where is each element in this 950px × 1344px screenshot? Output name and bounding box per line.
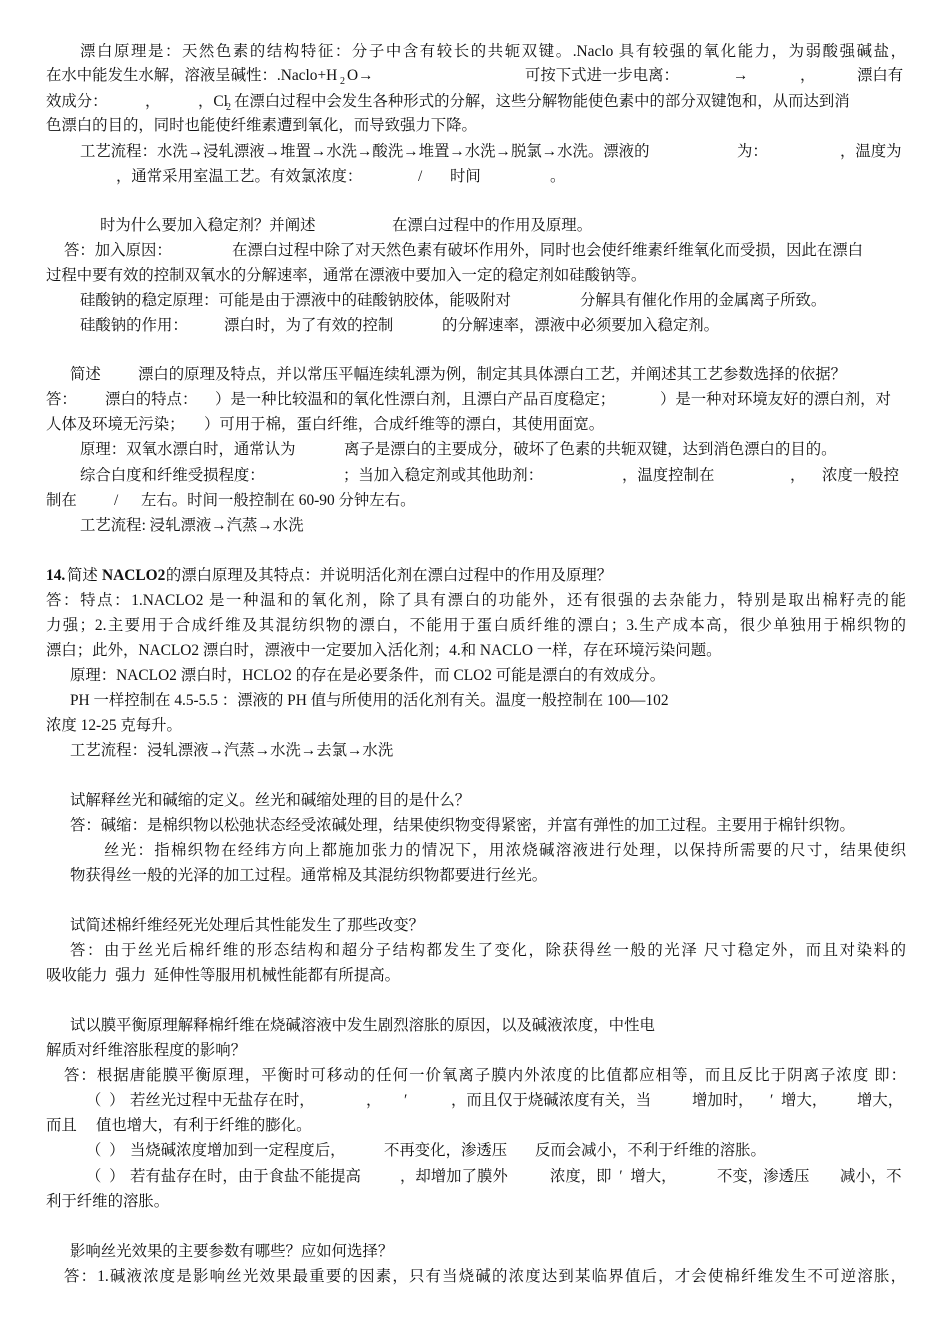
text-line: 综合白度和纤维受损程度： [80,467,265,484]
text-line: O→ [347,67,374,84]
text-line: 漂白；此外，NACLO2 漂白时，漂液中一定要加入活化剂；4.和 NACLO 一样，存在环境污染问题。 [46,642,722,659]
text-line: 影响丝光效果的主要参数有哪些？应如何选择？ [70,1243,394,1260]
text-line: 简述 [67,567,102,584]
text-line: ）是一种对环境友好的漂白剂，对 [660,391,891,408]
text-line: 试解释丝光和碱缩的定义。丝光和碱缩处理的目的是什么？ [70,792,471,809]
text-line: 简述 [70,366,101,383]
text-line: 漂白的原理及特点，并以常压平幅连续轧漂为例，制定其具体漂白工艺，并阐述其工艺参数选择的依据？ [138,366,846,383]
text-line: ；当加入稳定剂或其他助剂： [343,467,544,484]
text-line: → [733,67,749,84]
text-line: 不变，渗透压 [717,1168,810,1185]
text-line: 浓度 12-25 克每升。 [46,717,182,734]
text-line: ，Cl [198,93,228,110]
text-line: 硅酸钠的作用： [80,317,188,334]
text-line: 答： [46,391,77,408]
text-line: 为： [737,143,768,160]
text-line: ）可用于棉，蛋白纤维，合成纤维等的漂白，其使用面宽。 [204,416,605,433]
text-line: 在水中能发生水解，溶液呈碱性：.Naclo+H [46,67,338,84]
text-line: 答：碱缩：是棉织物以松弛状态经受浓碱处理，结果使织物变得紧密，并富有弹性的加工过程。主要用于棉针织物。 [70,817,855,834]
text-line: （ ） [86,1168,125,1185]
text-line: 原理：NACLO2 漂白时，HCLO2 的存在是必要条件，而 CLO2 可能是漂白的有效成分。 [70,667,666,684]
text-line: 答：根据唐能膜平衡原理，平衡时可移动的任何一价氧离子膜内外浓度的比值都应相等，而且反比于阴离子浓度 即： [64,1067,906,1084]
text-line: ， [790,467,806,484]
text-line: 物获得丝一般的光泽的加工过程。通常棉及其混纺织物都要进行丝光。 [70,867,548,884]
text-line: ，而且仅于烧碱浓度有关，当 [451,1092,652,1109]
text-line: 原理：双氧水漂白时，通常认为 [80,441,296,458]
text-line: 效成分： [46,93,108,110]
text-line: 浓度，即 ′ 增大， [550,1168,677,1185]
text-line: 而且 [46,1117,77,1134]
text-line: 吸收能力 强力 延伸性等服用机械性能都有所提高。 [46,967,400,984]
text-line: 在漂白过程中除了对天然色素有破坏作用外，同时也会使纤维素纤维氧化而受损，因此在漂白 [232,242,864,259]
text-line: 利于纤维的溶胀。 [46,1193,170,1210]
text-line: 人体及环境无污染； [46,416,185,433]
text-line: 左右。时间一般控制在 60-90 分钟左右。 [141,492,416,509]
text-line: 若有盐存在时，由于食盐不能提高 [130,1168,361,1185]
text-line: ，温度控制在 [622,467,715,484]
text-line: / [418,168,423,185]
text-line: 离子是漂白的主要成分，破坏了色素的共轭双键，达到消色漂白的目的。 [344,441,837,458]
text-line: 答：加入原因： [64,242,172,259]
text-line: 工艺流程：浸轧漂液→汽蒸→水洗→去氯→水洗 [70,742,394,759]
subscript-text: 2 [226,102,231,113]
text-line: 时为什么要加入稳定剂？并阐述 [100,217,316,234]
text-line: 过程中要有效的控制双氧水的分解速率，通常在漂液中要加入一定的稳定剂如硅酸钠等。 [46,267,647,284]
text-line: 浓度一般控 [822,467,899,484]
text-line: / [114,492,119,509]
text-line: 工艺流程: 浸轧漂液→汽蒸→水洗 [80,517,304,534]
text-line: 漂白有 [857,67,904,84]
text-line: ， [145,93,161,110]
text-line: 在漂白过程中会发生各种形式的分解，这些分解物能使色素中的部分双键饱和，从而达到消 [234,93,850,110]
text-line: 制在 [46,492,77,509]
text-line: 漂白时，为了有效的控制 [224,317,394,334]
text-line: 减小，不 [840,1168,902,1185]
text-line: （ ） [86,1092,125,1109]
text-line: 值也增大，有利于纤维的膨化。 [96,1117,312,1134]
text-line: 解质对纤维溶胀程度的影响？ [46,1042,247,1059]
text-line: 硅酸钠的稳定原理：可能是由于漂液中的硅酸钠胶体，能吸附对 [80,292,511,309]
text-line: ，温度为 [840,143,902,160]
text-line: 不再变化，渗透压 [384,1142,508,1159]
text-line: ′ 增大， [770,1092,828,1109]
text-line: 的分解速率，漂液中必须要加入稳定剂。 [442,317,720,334]
text-line: 增加时， [692,1092,754,1109]
text-line: 。 [550,168,566,185]
text-line: 分解具有催化作用的金属离子所致。 [580,292,827,309]
text-line: ， [366,1092,382,1109]
text-line: ′ [404,1092,408,1109]
text-line: 的漂白原理及其特点：并说明活化剂在漂白过程中的作用及原理？ [162,567,613,584]
text-line: 答：特点：1.NACLO2 是一种温和的氧化剂，除了具有漂白的功能外，还有很强的去杂能力，特别是取出棉籽壳的能 [46,592,906,609]
text-line: 漂白原理是：天然色素的结构特征：分子中含有较长的共轭双键。.Naclo 具有较强的氧化能力，为弱酸强碱盐， [80,43,906,60]
text-line: 试简述棉纤维经死光处理后其性能发生了那些改变？ [70,917,424,934]
text-line: 丝光：指棉织物在经纬方向上都施加张力的情况下，用浓烧碱溶液进行处理，以保持所需要的尺寸，结果使织 [104,842,906,859]
text-line: 当烧碱浓度增加到一定程度后， [130,1142,346,1159]
text-line: ）是一种比较温和的氧化性漂白剂，且漂白产品百度稳定； [215,391,616,408]
text-line: PH 一样控制在 4.5-5.5 ：漂液的 PH 值与所使用的活化剂有关。温度一般控制在 100—102 [70,692,669,709]
text-line: 答：1.碱液浓度是影响丝光效果最重要的因素，只有当烧碱的浓度达到某临界值后，才会使棉纤维发生不可逆溶胀， [64,1268,906,1285]
text-line: 试以膜平衡原理解释棉纤维在烧碱溶液中发生剧烈溶胀的原因，以及碱液浓度，中性电 [70,1017,655,1034]
text-line: 增大， [857,1092,904,1109]
text-line: 色漂白的目的，同时也能使纤维素遭到氧化，而导致强力下降。 [46,117,477,134]
text-line: 在漂白过程中的作用及原理。 [392,217,593,234]
text-line: 答：由于丝光后棉纤维的形态结构和超分子结构都发生了变化，除获得丝一般的光泽 尺寸稳定外，而且对染料的 [70,942,906,959]
text-line: NACLO2 [102,567,166,584]
text-line: 反而会减小，不利于纤维的溶胀。 [535,1142,766,1159]
text-line: 漂白的特点： [105,391,198,408]
text-line: 力强；2.主要用于合成纤维及其混纺织物的漂白，不能用于蛋白质纤维的漂白；3.生产成本高，很少单独用于棉织物的 [46,617,906,634]
text-line: ， [800,67,816,84]
text-line: ，却增加了膜外 [400,1168,508,1185]
text-line: （ ） [86,1142,125,1159]
text-line: 时间 [450,168,481,185]
text-line: 可按下式进一步电离： [525,67,679,84]
text-line: 若丝光过程中无盐存在时， [130,1092,315,1109]
text-line: ，通常采用室温工艺。有效氯浓度： [116,168,363,185]
subscript-text: 2 [340,76,345,87]
text-line: 工艺流程：水洗→浸轧漂液→堆置→水洗→酸洗→堆置→水洗→脱氯→水洗。漂液的 [80,143,650,160]
text-line: 14. [46,567,66,584]
